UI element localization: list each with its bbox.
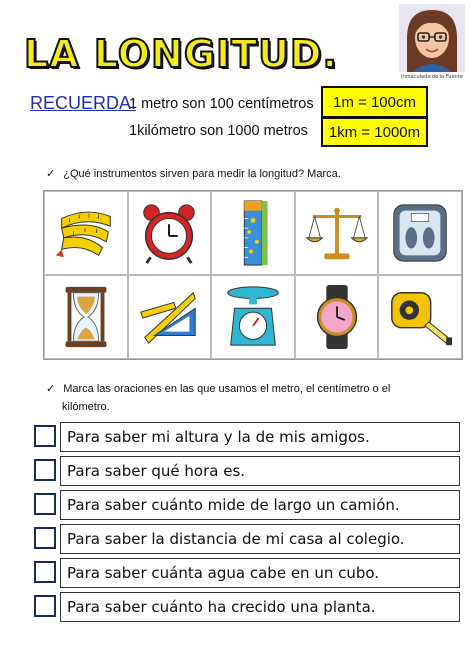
- conversion-box-km: 1km = 1000m: [321, 117, 428, 147]
- option-checkbox[interactable]: [34, 527, 56, 549]
- check-mark-icon: ✓: [46, 383, 56, 395]
- option-checkbox[interactable]: [34, 561, 56, 583]
- worksheet-title: LA LONGITUD.: [24, 32, 338, 76]
- option-checkbox[interactable]: [34, 425, 56, 447]
- question-sentences: [46, 380, 390, 416]
- option-row: [30, 558, 460, 592]
- height-chart-icon: [219, 199, 287, 267]
- instrument-cell-balance-scale[interactable]: [295, 191, 379, 275]
- instrument-cell-measuring-tape[interactable]: [44, 191, 128, 275]
- teacher-avatar: [399, 4, 465, 80]
- option-checkbox[interactable]: [34, 459, 56, 481]
- option-checkbox[interactable]: [34, 595, 56, 617]
- instruments-grid: [43, 190, 463, 360]
- option-text: Para saber cuánto ha crecido una planta.: [60, 592, 460, 622]
- option-row: [30, 490, 460, 524]
- recuerda-label: RECUERDA:: [30, 93, 137, 113]
- recuerda-line-2: 1kilómetro son 1000 metros: [129, 123, 308, 139]
- option-row: [30, 524, 460, 558]
- tape-measure-icon: [386, 283, 454, 351]
- question-instruments-text: ¿Qué instrumentos sirven para medir la longitud? Marca.: [63, 168, 341, 180]
- avatar-caption: Inmaculada de la Fuente: [401, 74, 463, 80]
- option-text: Para saber cuánta agua cabe en un cubo.: [60, 558, 460, 588]
- measuring-tape-icon: [52, 199, 120, 267]
- option-row: [30, 422, 460, 456]
- kitchen-scale-icon: [219, 283, 287, 351]
- hourglass-icon: [52, 283, 120, 351]
- question-instruments: [46, 165, 341, 183]
- option-checkbox[interactable]: [34, 493, 56, 515]
- question-sentences-line-2: kilómetro.: [62, 401, 110, 413]
- balance-scale-icon: [303, 199, 371, 267]
- conversion-box-m: 1m = 100cm: [321, 86, 428, 118]
- option-row: [30, 592, 460, 626]
- instrument-cell-tape-measure[interactable]: [378, 275, 462, 359]
- instrument-cell-alarm-clock[interactable]: [128, 191, 212, 275]
- alarm-clock-icon: [135, 199, 203, 267]
- recuerda-line-1: 1 metro son 100 centímetros: [129, 96, 314, 112]
- question-sentences-line-1: Marca las oraciones en las que usamos el metro, el centímetro o el: [63, 383, 391, 395]
- option-row: [30, 456, 460, 490]
- instrument-cell-kitchen-scale[interactable]: [211, 275, 295, 359]
- instrument-cell-hourglass[interactable]: [44, 275, 128, 359]
- check-mark-icon: ✓: [46, 168, 56, 180]
- instrument-cell-bathroom-scale[interactable]: [378, 191, 462, 275]
- instrument-cell-height-chart[interactable]: [211, 191, 295, 275]
- bathroom-scale-icon: [386, 199, 454, 267]
- option-text: Para saber qué hora es.: [60, 456, 460, 486]
- option-text: Para saber cuánto mide de largo un camión.: [60, 490, 460, 520]
- wristwatch-icon: [303, 283, 371, 351]
- instrument-cell-wristwatch[interactable]: [295, 275, 379, 359]
- instrument-cell-ruler-set[interactable]: [128, 275, 212, 359]
- option-text: Para saber la distancia de mi casa al colegio.: [60, 524, 460, 554]
- ruler-set-icon: [135, 283, 203, 351]
- avatar-icon: [399, 4, 465, 72]
- option-text: Para saber mi altura y la de mis amigos.: [60, 422, 460, 452]
